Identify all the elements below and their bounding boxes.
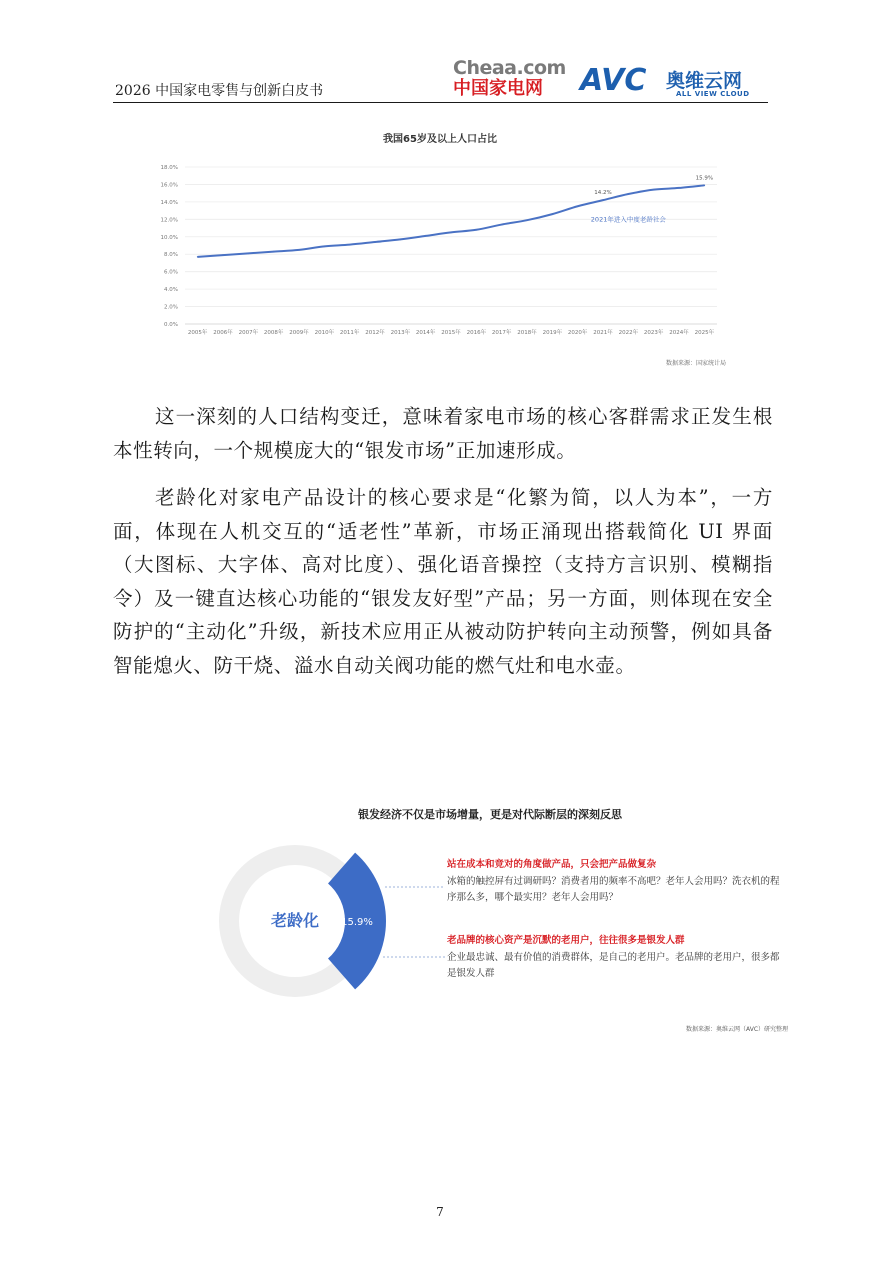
- y-tick-label: 10.0%: [160, 234, 178, 241]
- y-tick-label: 2.0%: [164, 304, 178, 311]
- x-tick-label: 2021年: [593, 330, 613, 336]
- document-header-title: 2026 中国家电零售与创新白皮书: [115, 83, 324, 99]
- avc-logo-mark: AVC: [580, 63, 647, 98]
- x-tick-label: 2006年: [213, 330, 233, 336]
- donut-center-label: 老龄化: [270, 911, 320, 930]
- x-tick-label: 2013年: [390, 330, 411, 336]
- cheaa-logo: [453, 58, 565, 102]
- x-tick-label: 2015年: [441, 330, 461, 336]
- x-tick-label: 2012年: [365, 330, 385, 336]
- data-point: [324, 246, 326, 248]
- x-tick-label: 2020年: [567, 330, 588, 336]
- insight-heading-2: 老品牌的核心资产是沉默的老用户，往往很多是银发人群: [447, 935, 685, 946]
- x-tick-label: 2018年: [517, 330, 537, 336]
- y-tick-label: 8.0%: [164, 252, 178, 259]
- data-point: [526, 219, 528, 221]
- data-label: 14.2%: [594, 190, 612, 197]
- y-tick-label: 4.0%: [164, 287, 178, 294]
- y-tick-label: 12.0%: [160, 217, 178, 224]
- donut-slice-label: 15.9%: [341, 917, 373, 928]
- data-point: [400, 239, 402, 241]
- x-tick-label: 2017年: [491, 330, 512, 336]
- y-tick-label: 0.0%: [164, 322, 178, 328]
- y-tick-label: 6.0%: [164, 269, 178, 276]
- insight-text-2: 企业最忠诚、最有价值的消费群体，是自己的老用户。老品牌的老用户，很多都是银发人群: [447, 952, 780, 979]
- x-tick-label: 2023年: [643, 330, 664, 336]
- x-tick-label: 2022年: [618, 330, 639, 336]
- x-tick-label: 2011年: [339, 330, 360, 336]
- data-point: [704, 185, 706, 187]
- data-point: [602, 199, 604, 201]
- insight-text-1: 冰箱的触控屏有过调研吗？消费者用的频率不高吧？老年人会用吗？洗衣机的程序那么多，哪个最实用？老年人会用吗？: [447, 876, 780, 903]
- page-number: 7: [436, 1205, 444, 1219]
- aging-donut-graphic: [205, 845, 455, 1005]
- chart-annotation: 2021年进入中度老龄社会: [590, 215, 666, 224]
- avc-logo: [580, 64, 770, 104]
- body-paragraph-1: 这一深刻的人口结构变迁，意味着家电市场的核心客群需求正发生根本性转向，一个规模庞大的“银发市场”正加速形成。: [113, 405, 773, 462]
- cheaa-logo-cn: 中国家电网: [453, 78, 543, 99]
- data-point: [298, 249, 300, 251]
- infographic-source: 数据来源：奥维云网（AVC）研究整理: [686, 1026, 789, 1033]
- insight-item-1: [447, 856, 787, 906]
- avc-logo-en: ALL VIEW CLOUD: [676, 90, 750, 98]
- insight-item-2: [447, 932, 787, 982]
- x-tick-label: 2007年: [238, 330, 259, 336]
- data-point: [678, 187, 680, 189]
- data-point: [552, 213, 554, 215]
- data-point: [374, 241, 376, 243]
- data-point: [450, 232, 452, 234]
- data-point: [248, 253, 250, 255]
- data-point: [349, 244, 351, 246]
- data-point: [273, 251, 275, 253]
- x-tick-label: 2019年: [542, 330, 563, 336]
- infographic-title: 银发经济不仅是市场增量，更是对代际断层的深刻反思: [358, 808, 622, 821]
- insight-heading-1: 站在成本和竞对的角度做产品，只会把产品做复杂: [447, 859, 657, 870]
- y-tick-label: 16.0%: [160, 182, 178, 189]
- population-line-chart: [150, 150, 730, 345]
- data-point: [628, 193, 630, 195]
- chart-source: 数据来源：国家统计局: [666, 360, 727, 367]
- x-tick-label: 2009年: [289, 330, 309, 336]
- data-point: [476, 229, 478, 231]
- x-tick-label: 2014年: [415, 330, 436, 336]
- x-tick-label: 2024年: [669, 330, 689, 336]
- data-point: [653, 189, 655, 191]
- data-point: [222, 254, 224, 256]
- x-tick-label: 2008年: [263, 330, 284, 336]
- data-point: [577, 205, 579, 207]
- chart-title: 我国65岁及以上人口占比: [383, 134, 497, 145]
- body-paragraph-2: 老龄化对家电产品设计的核心要求是“化繁为简，以人为本”，一方面，体现在人机交互的“适老性”革新，市场正涌现出搭载简化 UI 界面（大图标、大字体、高对比度）、强化语音操控（支持方言识别、模糊指令）及一键直达核心功能的“银发友好型”产品；另一方面，则体现在安全防护的“主动化”升级，新技术应用正从被动防护转向主动预警，例如具备智能熄火、防干烧、溢水自动关阀功能的燃气灶和电水壶。: [113, 486, 773, 677]
- x-tick-label: 2010年: [314, 330, 335, 336]
- x-tick-label: 2005年: [187, 330, 208, 336]
- x-tick-label: 2016年: [466, 330, 487, 336]
- cheaa-logo-wordmark: Cheaa.com: [453, 57, 566, 79]
- y-tick-label: 18.0%: [160, 165, 178, 171]
- data-label: 15.9%: [695, 175, 714, 182]
- avc-logo-cn: 奥维云网: [666, 70, 743, 92]
- data-point: [501, 224, 503, 226]
- y-tick-label: 14.0%: [160, 199, 178, 206]
- header-divider: [113, 102, 768, 103]
- x-tick-label: 2025年: [694, 330, 715, 336]
- data-point: [197, 256, 199, 258]
- data-point: [425, 235, 427, 237]
